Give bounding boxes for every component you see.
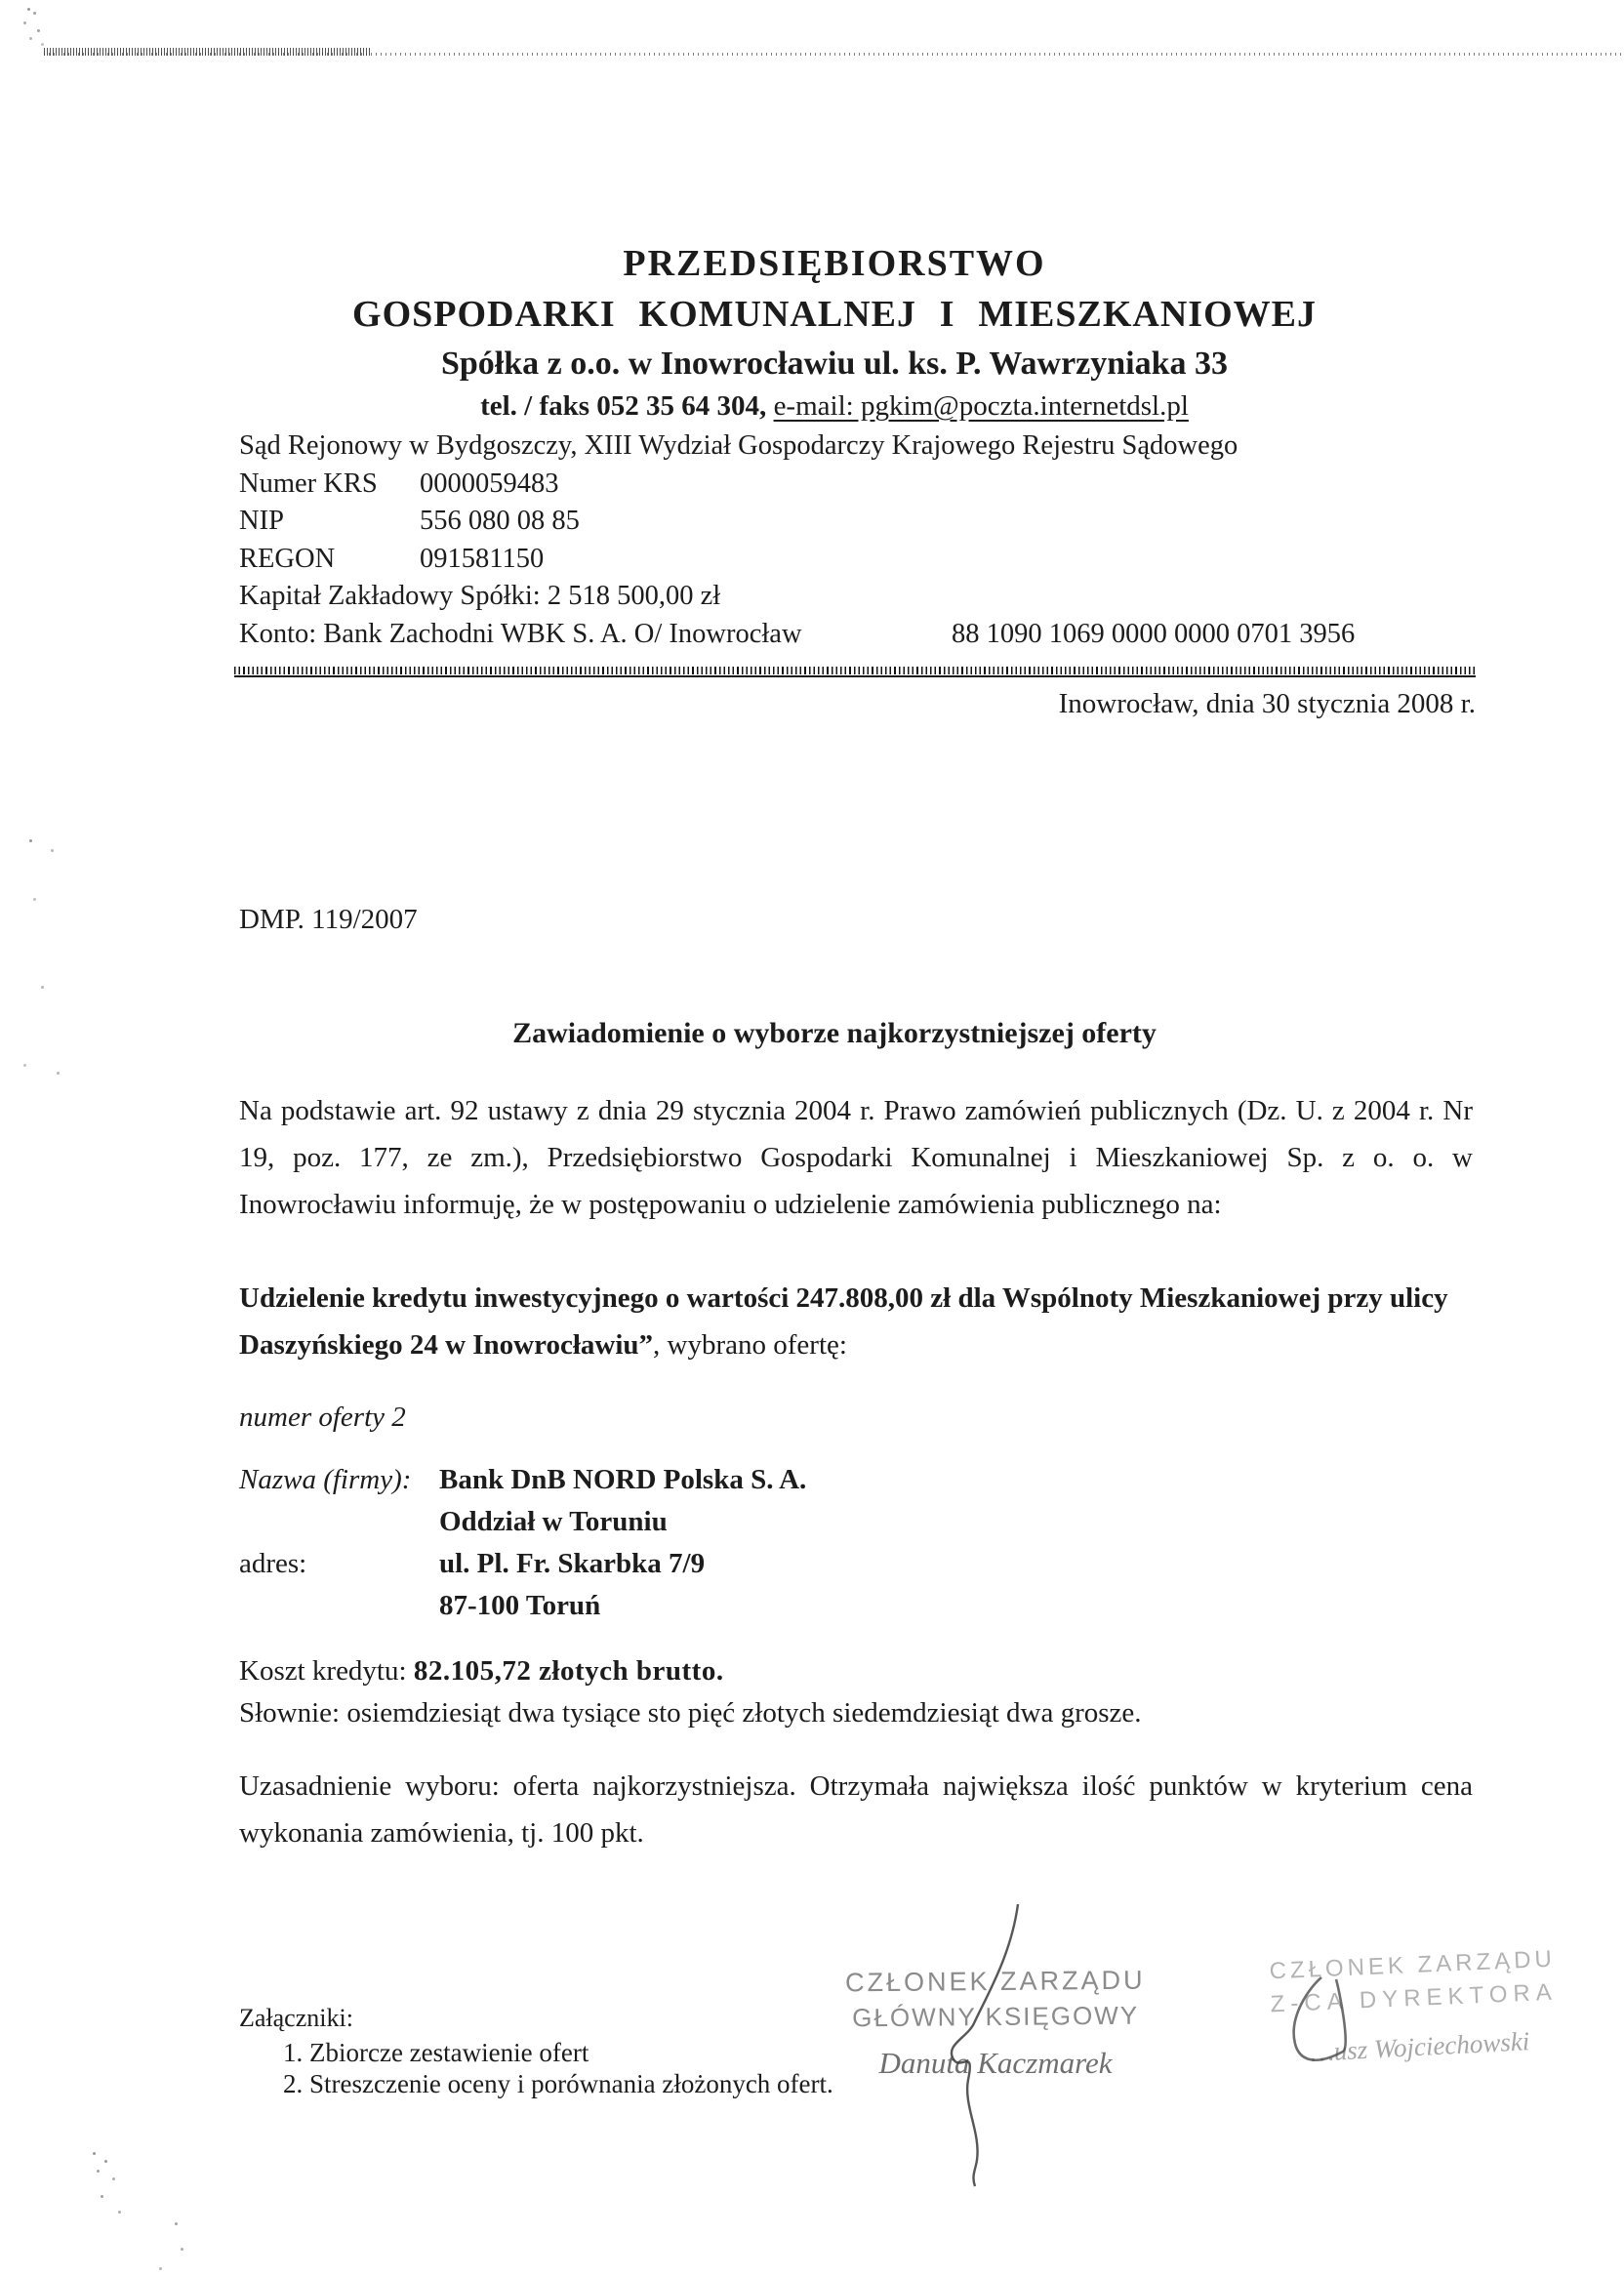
separator-line xyxy=(234,675,1476,677)
registry-nip-row xyxy=(239,506,1479,544)
vendor-city-value: 87-100 Toruń xyxy=(439,1590,601,1621)
vendor-street-value: ul. Pl. Fr. Skarbka 7/9 xyxy=(439,1548,706,1579)
signature-stroke xyxy=(878,1898,1093,2191)
offer-number: numer oferty 2 xyxy=(239,1402,406,1433)
cost-line xyxy=(239,1655,724,1688)
nip-label: NIP xyxy=(239,506,284,536)
account-number: 88 1090 1069 0000 0000 0701 3956 xyxy=(952,618,1356,649)
registry-court: Sąd Rejonowy w Bydgoszczy, XIII Wydział Gospodarczy Krajowego Rejestru Sądowego xyxy=(239,430,1238,461)
cost-label: Koszt kredytu: xyxy=(239,1655,414,1687)
stamp-right-role-2: Z-CA DYREKTORA xyxy=(1270,1978,1559,2018)
registry-regon-row xyxy=(239,544,1479,582)
vendor-city-row xyxy=(239,1590,1313,1632)
registry-info xyxy=(239,430,1479,656)
phone-number: tel. / faks 052 35 64 304, xyxy=(480,390,767,422)
vendor-address-label: adres: xyxy=(239,1548,307,1579)
stamp-left xyxy=(834,1966,1157,2034)
stamp-right-role-1: CZŁONEK ZARZĄDU xyxy=(1269,1945,1557,1985)
notice-title: Zawiadomienie o wyborze najkorzystniejszej oferty xyxy=(512,1017,1157,1049)
krs-value: 0000059483 xyxy=(420,468,559,499)
stamp-left-role-2: GŁÓWNY KSIĘGOWY xyxy=(852,2000,1140,2033)
vendor-name-row xyxy=(239,1464,1313,1506)
vendor-block xyxy=(239,1464,1313,1632)
attachments-label: Załączniki: xyxy=(239,2004,353,2032)
letterhead xyxy=(195,242,1474,423)
registry-account-row xyxy=(239,619,1479,657)
date-line: Inowrocław, dnia 30 stycznia 2008 r. xyxy=(1058,688,1476,719)
registry-capital-row: Kapitał Zakładowy Spółki: 2 518 500,00 zł xyxy=(239,581,721,611)
vendor-name-value: Bank DnB NORD Polska S. A. xyxy=(439,1464,807,1495)
stamp-left-name: Danuta Kaczmarek xyxy=(878,2046,1113,2080)
account-label: Konto: Bank Zachodni WBK S. A. O/ Inowrocław xyxy=(239,618,802,649)
attachment-item: 1. Zbiorcze zestawienie ofert xyxy=(283,2038,589,2067)
attachment-item: 2. Streszczenie oceny i porównania złożonych ofert. xyxy=(283,2069,833,2098)
subject-bold-text: Udzielenie kredytu inwestycyjnego o wartości 247.808,00 zł dla Wspólnoty Mieszkaniowej przy ulicy Daszyńskiego 24 w Inowrocławiu” xyxy=(239,1282,1448,1361)
cost-in-words-line: Słownie: osiemdziesiąt dwa tysiące sto pięć złotych siedemdziesiąt dwa grosze. xyxy=(239,1697,1142,1729)
vendor-branch-value: Oddział w Toruniu xyxy=(439,1506,668,1537)
vendor-branch-row xyxy=(239,1506,1313,1548)
contact-line xyxy=(195,390,1474,423)
scan-artifact-speckles xyxy=(29,839,32,842)
krs-label: Numer KRS xyxy=(239,468,378,499)
company-name-line-2: GOSPODARKI KOMUNALNEJ I MIESZKANIOWEJ xyxy=(352,294,1317,335)
registry-krs-row xyxy=(239,468,1479,507)
company-name-line-1: PRZEDSIĘBIORSTWO xyxy=(623,243,1046,284)
email-address: e-mail: pgkim@poczta.internetdsl.pl xyxy=(773,390,1189,422)
stamp-left-role-1: CZŁONEK ZARZĄDU xyxy=(844,1965,1146,1998)
vendor-address-row xyxy=(239,1548,1313,1590)
intro-paragraph: Na podstawie art. 92 ustawy z dnia 29 stycznia 2004 r. Prawo zamówień publicznych (Dz. U. z 2004 r. Nr 19, poz. 177, ze zm.), Przedsiębiorstwo Gospodarki Komunalnej i Mieszkaniowej Sp. z o. o. w Inowrocławiu informuję, że w postępowaniu o udzielenie zamówienia publicznego na: xyxy=(239,1095,1473,1220)
subject-paragraph xyxy=(239,1275,1473,1368)
attachments-block xyxy=(239,2004,833,2099)
scan-artifact-scratch-line xyxy=(44,53,1621,56)
nip-value: 556 080 08 85 xyxy=(420,506,580,536)
stamp-right-name: …usz Wojciechowski xyxy=(1309,2026,1530,2067)
stamp-right xyxy=(1217,1943,1609,2020)
subject-tail-text: , wybrano ofertę: xyxy=(653,1329,847,1361)
scan-artifact-speckles xyxy=(27,8,30,11)
regon-value: 091581150 xyxy=(420,543,545,574)
vendor-name-label: Nazwa (firmy): xyxy=(239,1464,412,1495)
regon-label: REGON xyxy=(239,543,336,574)
justification-paragraph: Uzasadnienie wyboru: oferta najkorzystniejsza. Otrzymała największa ilość punktów w kryterium cena wykonania zamówienia, tj. 100 pkt. xyxy=(239,1770,1473,1849)
scan-artifact-speckles xyxy=(93,2152,96,2155)
reference-number: DMP. 119/2007 xyxy=(239,904,418,935)
cost-value: 82.105,72 złotych brutto. xyxy=(413,1655,724,1687)
dotted-separator xyxy=(234,667,1476,674)
company-address-line: Spółka z o.o. w Inowrocławiu ul. ks. P. Wawrzyniaka 33 xyxy=(440,346,1229,382)
